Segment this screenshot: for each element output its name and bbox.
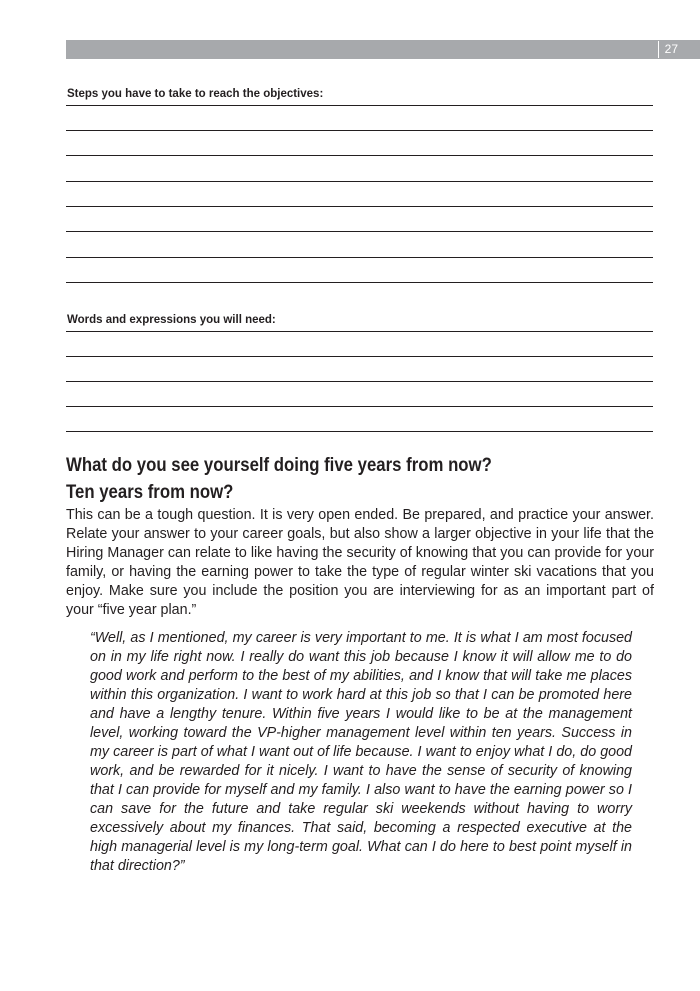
writing-line [66, 257, 653, 258]
heading-line-2: Ten years from now? [66, 481, 234, 503]
writing-line [66, 282, 653, 283]
writing-line [66, 431, 653, 432]
steps-label: Steps you have to take to reach the objectives: [67, 88, 324, 100]
header-bar [66, 40, 700, 59]
heading-line-1: What do you see yourself doing five years from now? [66, 454, 492, 476]
section-heading [66, 452, 573, 506]
writing-line [66, 130, 653, 131]
writing-line [66, 231, 653, 232]
page-number: 27 [658, 41, 678, 58]
sample-answer-quote: “Well, as I mentioned, my career is very important to me. It is what I am most focused on in my life right now. I really do want this job because I know it will allow me to do good work and perform to the best of my abilities, and I know that will take me places within this organization. I want to work hard at this job so that I can be promoted here and have a lengthy tenure. Within five years I would like to be at the management level, working toward the VP-higher management level within ten years. Success in my career is part of what I want out of life because. I want to enjoy what I do, do good work, and be rewarded for it nicely. I want to have the sense of security of knowing that I can provide for myself and my family. I also want to have the earning power so I can save for the future and take regular ski weekends without having to worry excessively about my finances. That said, becoming a respected executive at the high managerial level is my long-term goal. What can I do here to best point myself in that direction?” [90, 630, 632, 874]
words-label: Words and expressions you will need: [67, 314, 276, 326]
writing-line [66, 406, 653, 407]
writing-line [66, 381, 653, 382]
writing-line [66, 331, 653, 332]
writing-line [66, 155, 653, 156]
writing-line [66, 105, 653, 106]
body-paragraph: This can be a tough question. It is very open ended. Be prepared, and practice your answer. Relate your answer to your career goals, but also show a larger objective in your life that the Hiring Manager can relate to like having the security of knowing that you can provide for your family, or having the earning power to take the type of regular winter ski vacations that you enjoy. Make sure you include the position you are interviewing for as an important part of your “five year plan.” [66, 507, 654, 618]
writing-line [66, 181, 653, 182]
writing-line [66, 356, 653, 357]
writing-line [66, 206, 653, 207]
